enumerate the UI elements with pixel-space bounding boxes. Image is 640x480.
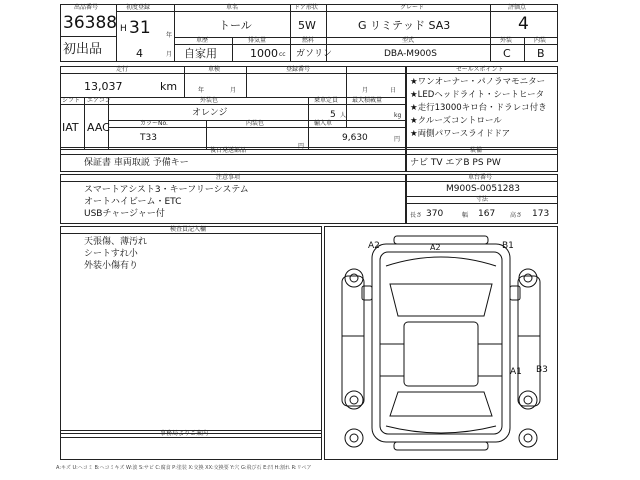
door-label: ドア形状 — [294, 4, 318, 11]
documents: 保証書 車両取説 予備キー — [84, 158, 189, 168]
capacity-label: 乗車定員 — [314, 97, 339, 104]
documents-label: 後日発送部品 — [210, 147, 247, 154]
first-reg-label: 初度登録 — [126, 4, 151, 11]
usage-label: 車歴 — [196, 37, 209, 44]
int-grade-label: 内装 — [534, 37, 547, 44]
inspection-label: 検査員記入欄 — [170, 226, 207, 233]
era: H — [120, 24, 127, 34]
capacity: 5 — [330, 110, 336, 120]
mileage-unit: km — [160, 80, 178, 93]
color-no-label: カラーNo. — [140, 120, 168, 127]
legend-footer: A:キズ U:ヘコミ B:ヘコミキズ W:波 S:サビ C:腐食 P:塗装 X:交換 XX:交換要 Y:穴 G:飛び石 E:凹 H:割れ R:リペア — [56, 465, 312, 471]
mileage-label: 走行 — [116, 66, 129, 73]
capacity-unit: 人 — [340, 112, 347, 119]
reg-month: 4 — [136, 47, 143, 60]
sales-point-item: ★LEDヘッドライト・シートヒータ — [410, 90, 545, 100]
price-unit-2: 円 — [394, 136, 401, 143]
door-type: 5W — [298, 19, 316, 32]
month-unit: 月 — [166, 51, 173, 58]
width-label: 幅 — [462, 212, 469, 219]
usage: 自家用 — [184, 47, 217, 60]
insp-month-unit: 月 — [230, 87, 237, 94]
chassis-label: 車台番号 — [468, 174, 493, 181]
damage-mark: A2 — [430, 243, 441, 252]
height: 173 — [532, 209, 550, 219]
note-line: オートハイビーム・ETC — [84, 197, 182, 207]
color-no: T33 — [140, 133, 157, 143]
damage-mark-a1: A1 — [510, 367, 522, 377]
price: 9,630 — [342, 133, 368, 143]
score: 4 — [518, 14, 529, 34]
auction-sheet — [60, 4, 558, 460]
lot-number-label: 出品番号 — [74, 4, 99, 11]
inspection-line: 天張傷、薄汚れ — [84, 237, 148, 247]
length: 370 — [426, 209, 444, 219]
transmission: IAT — [62, 121, 79, 134]
sales-point-item: ★クルーズコントロール — [410, 116, 502, 126]
equipment-label: 装備 — [470, 147, 483, 154]
sales-point-item: ★両側パワースライドドア — [410, 129, 511, 139]
insp-year-unit: 年 — [198, 87, 205, 94]
width: 167 — [478, 209, 496, 219]
int-color-label: 内装色 — [246, 120, 265, 127]
office-label: 事務局よりご案内 — [160, 430, 209, 437]
model-code: DBA-M900S — [384, 49, 437, 59]
length-label: 長さ — [410, 212, 423, 219]
sales-point-item: ★走行13000キロ台・ドラレコ付き — [410, 103, 547, 113]
reg-month-unit: 月 — [362, 87, 369, 94]
damage-mark-b1: B1 — [502, 241, 514, 251]
sales-points-label: セールスポイント — [456, 66, 504, 73]
car-name-label: 車名 — [226, 4, 239, 11]
color-label: 外装色 — [200, 97, 219, 104]
fuel-label: 燃料 — [302, 37, 315, 44]
reg-number-label: 登録番号 — [286, 66, 311, 73]
dims-label: 寸法 — [476, 196, 489, 203]
grade-label: グレード — [400, 4, 425, 11]
lot-number: 36388 — [63, 13, 118, 33]
reg-day-unit: 日 — [390, 87, 397, 94]
year-unit: 年 — [166, 32, 173, 39]
damage-mark-a2: A2 — [368, 241, 380, 251]
cc-unit: cc — [279, 51, 286, 58]
sales-point-item: ★ワンオーナー・パノラマモニター — [410, 77, 546, 87]
int-grade: B — [537, 47, 545, 60]
note-line: スマートアシスト3・キーフリーシステム — [84, 185, 249, 195]
damage-mark-b3: B3 — [536, 365, 548, 375]
height-label: 高さ — [510, 212, 523, 219]
air-con: AAC — [87, 121, 110, 134]
load-label: 最大積載量 — [352, 97, 383, 104]
import-label: 輸入車 — [314, 120, 333, 127]
ext-grade-label: 外装 — [500, 37, 513, 44]
color: オレンジ — [192, 108, 228, 118]
chassis-number: M900S-0051283 — [446, 184, 520, 194]
cc: 1000 — [250, 47, 278, 60]
inspection-line: 外装小傷有り — [84, 261, 139, 271]
ac-label: エアコン — [87, 97, 111, 104]
inspection-label: 車検 — [208, 66, 221, 73]
score-label: 評価点 — [508, 4, 527, 11]
notes-label: 注意事項 — [216, 174, 241, 181]
equipment: ナビ TV エアB PS PW — [410, 158, 501, 168]
model-label: 型式 — [402, 37, 415, 44]
ext-grade: C — [503, 47, 511, 60]
car-name: トール — [219, 19, 252, 32]
first-listing: 初出品 — [63, 42, 103, 57]
price-unit: 円 — [298, 143, 305, 150]
cc-label: 排気量 — [248, 37, 267, 44]
car-diagram — [324, 226, 558, 460]
mileage: 13,037 — [84, 80, 123, 93]
trans-label: シフト — [62, 97, 81, 104]
grade: G リミテッド SA3 — [358, 19, 451, 32]
note-line: USBチャージャー付 — [84, 209, 165, 219]
fuel: ガソリン — [296, 49, 333, 59]
reg-year: 31 — [129, 18, 151, 38]
load-unit: kg — [394, 112, 402, 119]
inspection-line: シートすれ小 — [84, 249, 138, 259]
